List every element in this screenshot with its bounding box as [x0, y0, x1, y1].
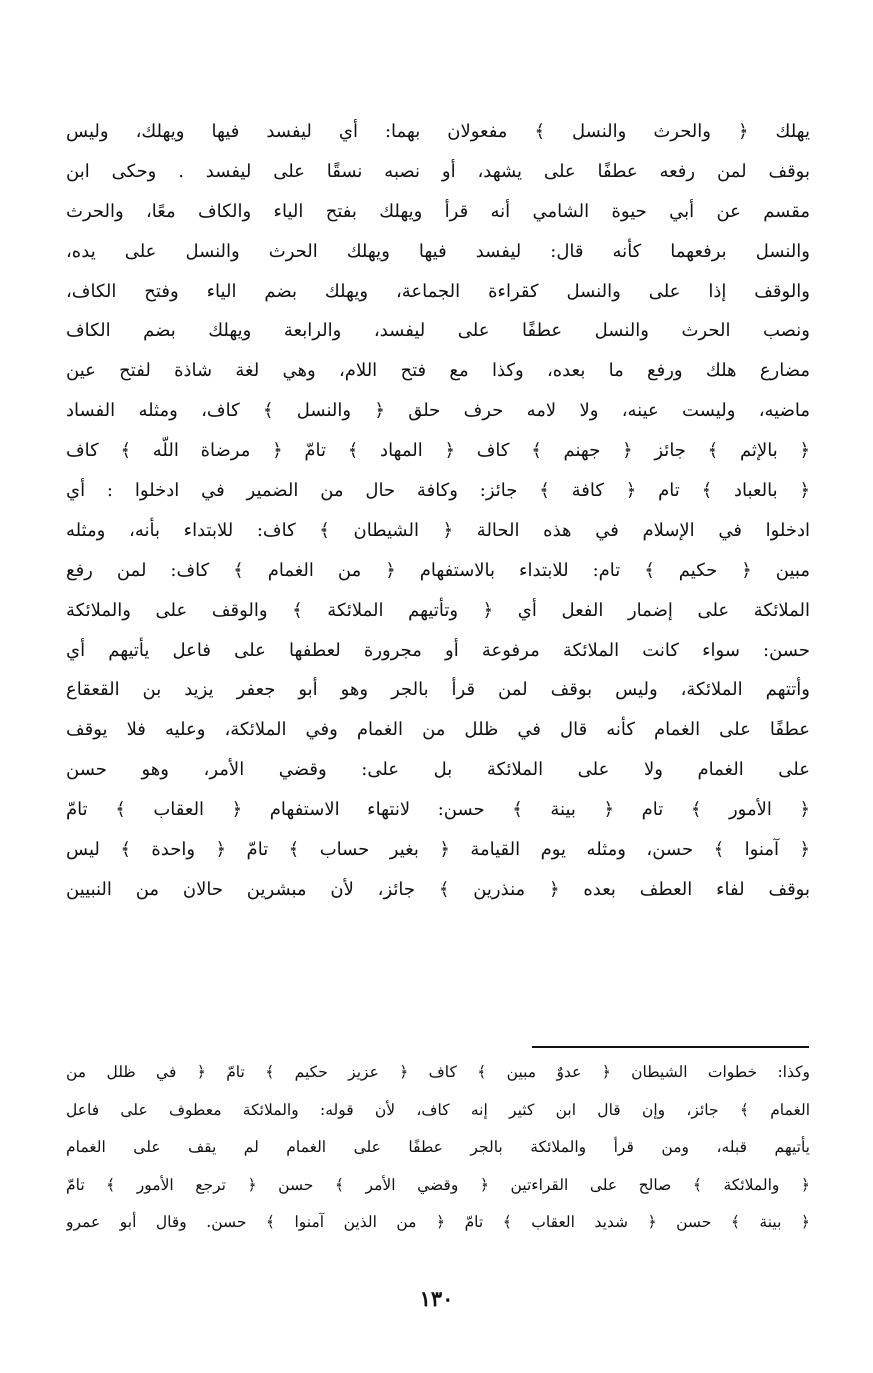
main-text-line: ﴿ آمنوا ﴾ حسن، ومثله يوم القيامة ﴿ بغير حساب ﴾ تامّ ﴿ واحدة ﴾ ليس: [66, 839, 810, 861]
main-text-line: بوقف لفاء العطف بعده ﴿ منذرين ﴾ جائز، لأن مبشرين حالان من النبيين: [66, 878, 810, 900]
footnote-line: الغمام ﴾ جائز، وإن قال ابن كثير إنه كاف، لأن قوله: والملائكة معطوف على فاعل: [66, 1100, 810, 1119]
main-text-line: ﴿ الأمور ﴾ تام ﴿ بينة ﴾ حسن: لانتهاء الاستفهام ﴿ العقاب ﴾ تامّ: [66, 799, 810, 821]
main-text-line: يهلك ﴿ والحرث والنسل ﴾ مفعولان بهما: أي ليفسد فيها ويهلك، وليس: [66, 121, 810, 142]
main-text-line: عطفًا على الغمام كأنه قال في ظلل من الغمام وفي الملائكة، وعليه فلا يوقف: [66, 719, 810, 741]
main-text-line: وأتتهم الملائكة، وليس بوقف لمن قرأ بالجر وهو أبو جعفر يزيد بن القعقاع: [66, 679, 810, 701]
main-text-line: مقسم عن أبي حيوة الشامي أنه قرأ ويهلك بفتح الياء والكاف معًا، والحرث: [66, 200, 810, 222]
main-text-line: والنسل برفعهما كأنه قال: ليفسد فيها ويهلك الحرث والنسل على يده،: [66, 240, 810, 262]
footnote-line: وكذا: خطوات الشيطان ﴿ عدوٌ مبين ﴾ كاف ﴿ عزيز حكيم ﴾ تامّ ﴿ في ظلل من: [66, 1063, 810, 1081]
main-text-line: الملائكة على إضمار الفعل أي ﴿ وتأتيهم الملائكة ﴾ والوقف على والملائكة: [66, 599, 810, 621]
footnote-line: ﴿ بينة ﴾ حسن ﴿ شديد العقاب ﴾ تامّ ﴿ من الذين آمنوا ﴾ حسن. وقال أبو عمرو: [66, 1213, 810, 1231]
footnote-line: ﴿ والملائكة ﴾ صالح على القراءتين ﴿ وقضي الأمر ﴾ حسن ﴿ ترجع الأمور ﴾ تامّ: [66, 1175, 810, 1194]
main-text-line: ونصب الحرث والنسل عطفًا على ليفسد، والرابعة ويهلك بضم الكاف: [66, 320, 810, 342]
main-text-block: [66, 112, 810, 910]
main-text-line: ﴿ بالعباد ﴾ تام ﴿ كافة ﴾ جائز: وكافة حال من الضمير في ادخلوا : أي: [66, 480, 810, 502]
footnote-line: يأتيهم قبله، ومن قرأ والملائكة بالجر عطفًا على الغمام لم يقف على الغمام: [66, 1138, 810, 1156]
main-text-line: بوقف لمن رفعه عطفًا على يشهد، أو نصبه نسقًا على ليفسد . وحكى ابن: [66, 160, 810, 182]
main-text-line: ﴿ بالإثم ﴾ جائز ﴿ جهنم ﴾ كاف ﴿ المهاد ﴾ تامّ ﴿ مرضاة اللّه ﴾ كاف: [66, 440, 810, 462]
page-number: ١٣٠: [419, 1286, 454, 1311]
main-text-line: مبين ﴿ حكيم ﴾ تام: للابتداء بالاستفهام ﴿ من الغمام ﴾ كاف: لمن رفع: [66, 559, 810, 581]
main-text-line: على الغمام ولا على الملائكة بل على: وقضي الأمر، وهو حسن: [66, 759, 810, 781]
main-text-line: ادخلوا في الإسلام في هذه الحالة ﴿ الشيطان ﴾ كاف: للابتداء بأنه، ومثله: [66, 519, 810, 541]
main-text-line: مضارع هلك ورفع ما بعده، وكذا مع فتح اللام، وهي لغة شاذة لفتح عين: [66, 360, 810, 382]
main-text-line: والوقف إذا على والنسل كقراءة الجماعة، ويهلك بضم الياء وفتح الكاف،: [66, 280, 810, 302]
footnote-divider: [532, 1046, 809, 1048]
main-text-line: ماضيه، وليست عينه، ولا لامه حرف حلق ﴿ والنسل ﴾ كاف، ومثله الفساد: [66, 400, 810, 422]
main-text-line: حسن: سواء كانت الملائكة مرفوعة أو مجرورة لعطفها على فاعل يأتيهم أي: [66, 639, 810, 661]
footnote-block: [66, 1054, 810, 1242]
